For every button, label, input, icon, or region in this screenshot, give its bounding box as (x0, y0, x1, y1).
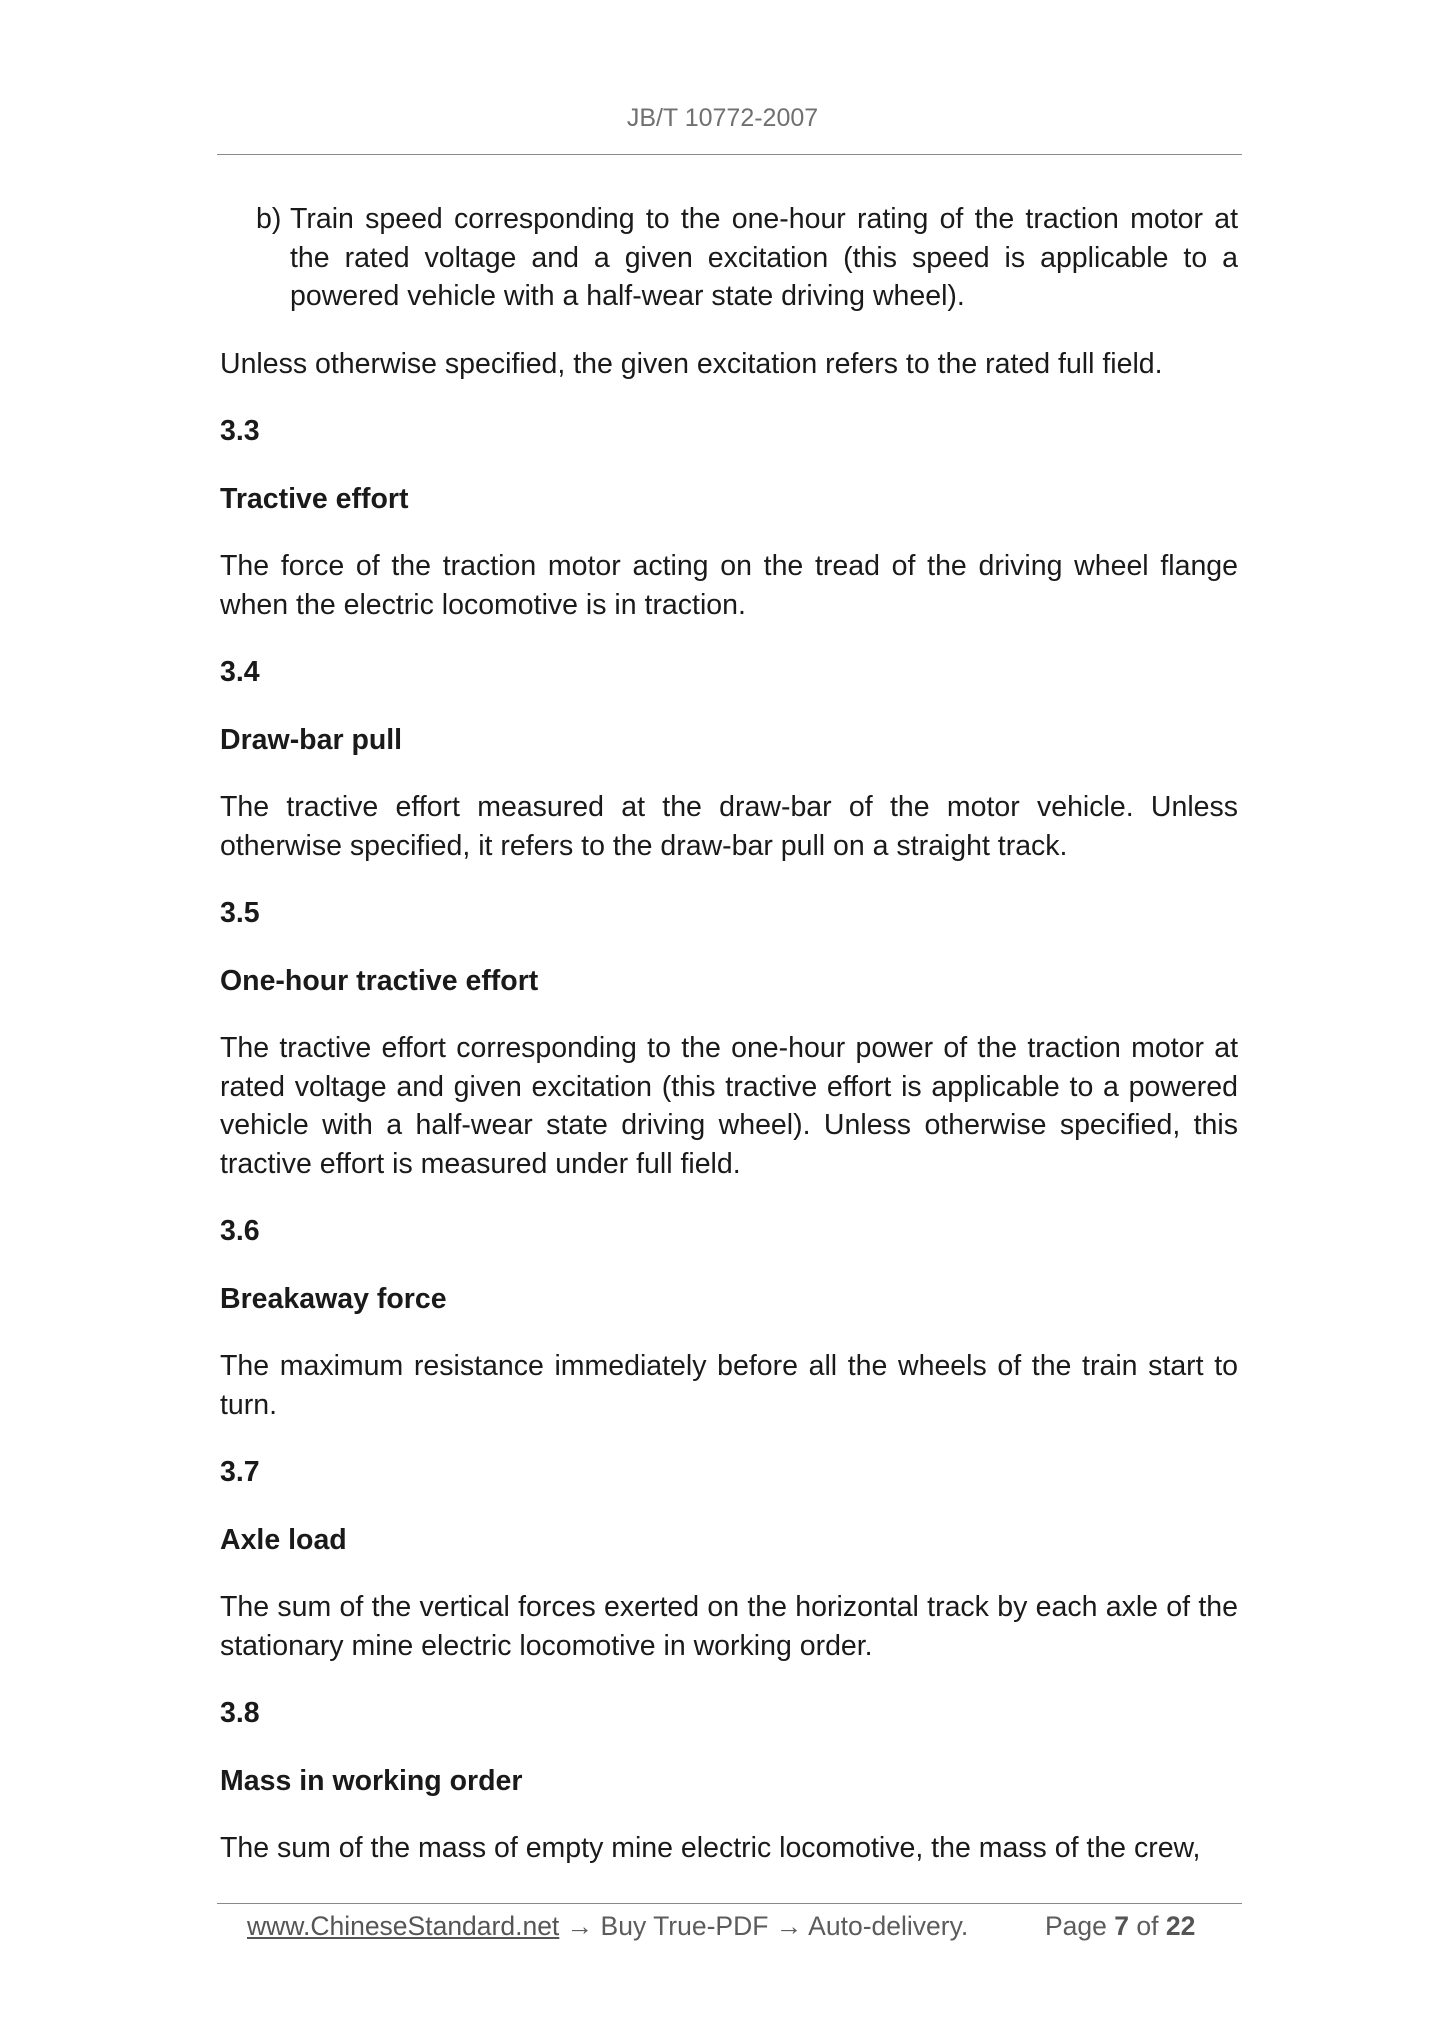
current-page: 7 (1114, 1911, 1130, 1941)
footer-divider (217, 1903, 1242, 1904)
term-definition: The force of the traction motor acting on the tread of the driving wheel flange when the electric locomotive is in traction. (220, 550, 1238, 621)
term-definition: The tractive effort measured at the draw-bar of the motor vehicle. Unless otherwise specified, it refers to the draw-bar pull on a straight track. (220, 791, 1238, 862)
section-number: 3.6 (220, 1215, 260, 1247)
document-id-header: JB/T 10772-2007 (626, 104, 819, 132)
chinesestandard-link[interactable]: www.ChineseStandard.net (247, 1911, 560, 1941)
list-item-b (220, 200, 1238, 316)
list-marker: b) (256, 203, 282, 235)
promo-text: → Buy True-PDF → Auto-delivery. (566, 1911, 969, 1941)
excitation-note: Unless otherwise specified, the given excitation refers to the rated full field. (220, 347, 1163, 380)
term-heading: Breakaway force (220, 1282, 447, 1315)
term-heading: Draw-bar pull (220, 723, 403, 756)
section-number: 3.7 (220, 1456, 260, 1488)
section-number: 3.8 (220, 1697, 260, 1729)
term-heading: Axle load (220, 1523, 347, 1556)
term-definition: The maximum resistance immediately before all the wheels of the train start to turn. (220, 1350, 1238, 1421)
term-heading: Tractive effort (220, 482, 409, 515)
page-number: Page 7 of 22 (1045, 1911, 1196, 1941)
list-item-text: Train speed corresponding to the one-hour rating of the traction motor at the rated voltage and a given excitation (this speed is applicable to a powered vehicle with a half-wear state driving wheel). (290, 203, 1238, 312)
section-number: 3.4 (220, 656, 260, 688)
section-number: 3.5 (220, 897, 260, 929)
term-definition: The sum of the vertical forces exerted on the horizontal track by each axle of the stationary mine electric locomotive in working order. (220, 1591, 1238, 1662)
term-definition: The sum of the mass of empty mine electric locomotive, the mass of the crew, (220, 1832, 1201, 1864)
total-pages: 22 (1165, 1911, 1196, 1941)
term-definition: The tractive effort corresponding to the one-hour power of the traction motor at rated voltage and given excitation (this tractive effort is applicable to a powered vehicle with a half-wear state driving wheel). Unless otherwise specified, this tractive effort is measured under full field. (220, 1032, 1238, 1180)
term-heading: One-hour tractive effort (220, 964, 539, 997)
term-heading: Mass in working order (220, 1764, 523, 1797)
page-footer (0, 1906, 1445, 1946)
header-divider (217, 154, 1242, 155)
page-body (220, 200, 1238, 1868)
section-number: 3.3 (220, 415, 260, 447)
